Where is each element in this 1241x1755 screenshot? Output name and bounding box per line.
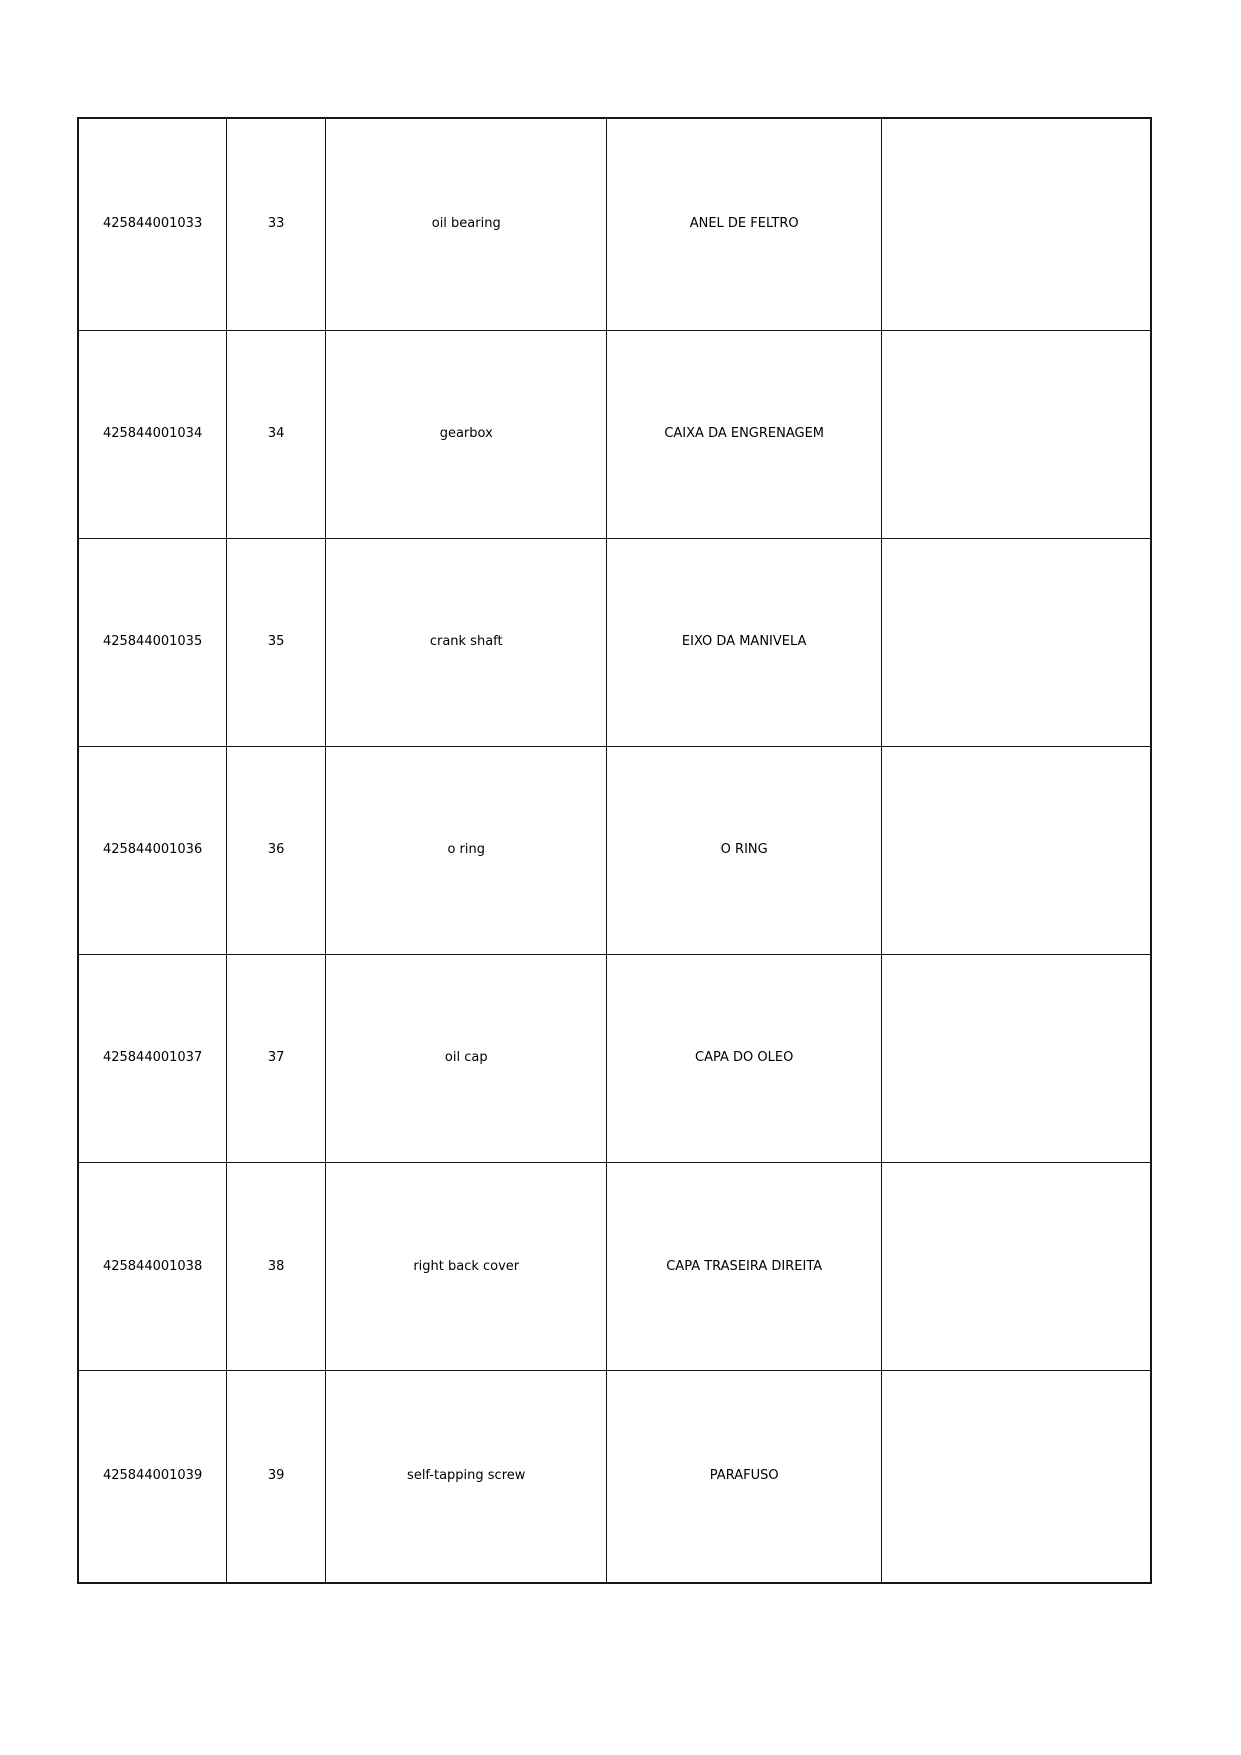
part-number-cell: 425844001039 xyxy=(78,1371,227,1583)
item-number-cell: 39 xyxy=(227,1371,326,1583)
description-pt-cell: CAPA DO OLEO xyxy=(607,955,881,1163)
photo-cell xyxy=(881,118,1151,330)
description-en-cell: right back cover xyxy=(326,1163,607,1371)
part-number-cell: 425844001033 xyxy=(78,118,227,330)
part-number-cell: 425844001038 xyxy=(78,1163,227,1371)
table-row xyxy=(78,118,1151,330)
part-number-cell: 425844001035 xyxy=(78,538,227,746)
description-pt-cell: EIXO DA MANIVELA xyxy=(607,538,881,746)
table-row xyxy=(78,538,1151,746)
table-row xyxy=(78,1163,1151,1371)
item-number-cell: 38 xyxy=(227,1163,326,1371)
part-number-cell: 425844001034 xyxy=(78,330,227,538)
item-number-cell: 36 xyxy=(227,746,326,954)
photo-cell xyxy=(881,1371,1151,1583)
table-row xyxy=(78,1371,1151,1583)
description-en-cell: o ring xyxy=(326,746,607,954)
parts-table xyxy=(77,117,1152,1584)
photo-cell xyxy=(881,330,1151,538)
table-row xyxy=(78,746,1151,954)
description-pt-cell: ANEL DE FELTRO xyxy=(607,118,881,330)
description-en-cell: self-tapping screw xyxy=(326,1371,607,1583)
description-en-cell: oil cap xyxy=(326,955,607,1163)
description-pt-cell: O RING xyxy=(607,746,881,954)
item-number-cell: 35 xyxy=(227,538,326,746)
description-pt-cell: CAPA TRASEIRA DIREITA xyxy=(607,1163,881,1371)
item-number-cell: 34 xyxy=(227,330,326,538)
table-row xyxy=(78,955,1151,1163)
description-en-cell: oil bearing xyxy=(326,118,607,330)
item-number-cell: 33 xyxy=(227,118,326,330)
photo-cell xyxy=(881,538,1151,746)
description-pt-cell: CAIXA DA ENGRENAGEM xyxy=(607,330,881,538)
description-pt-cell: PARAFUSO xyxy=(607,1371,881,1583)
part-number-cell: 425844001037 xyxy=(78,955,227,1163)
item-number-cell: 37 xyxy=(227,955,326,1163)
table-row xyxy=(78,330,1151,538)
photo-cell xyxy=(881,955,1151,1163)
description-en-cell: gearbox xyxy=(326,330,607,538)
part-number-cell: 425844001036 xyxy=(78,746,227,954)
description-en-cell: crank shaft xyxy=(326,538,607,746)
photo-cell xyxy=(881,746,1151,954)
photo-cell xyxy=(881,1163,1151,1371)
